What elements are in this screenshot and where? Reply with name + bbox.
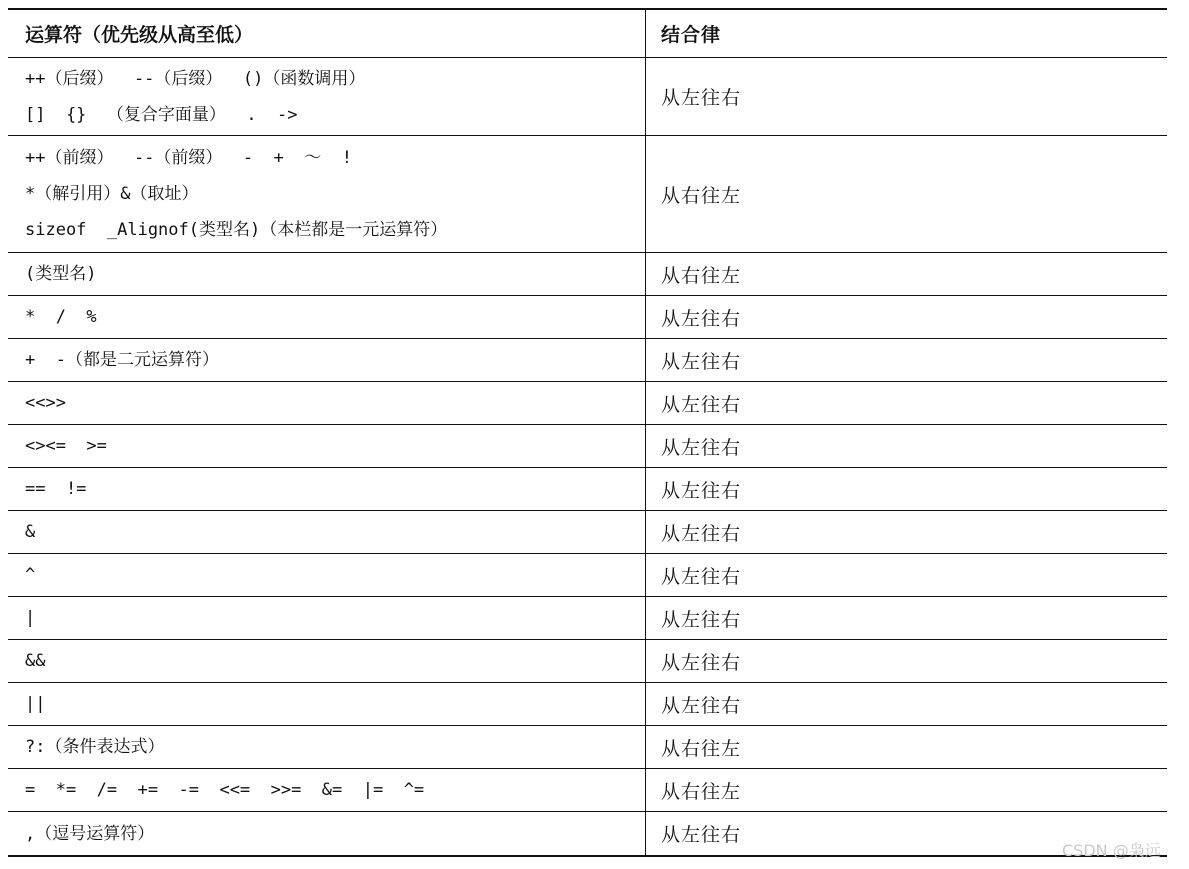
operator-cell	[8, 425, 646, 467]
operator-cell	[8, 769, 646, 811]
operator-line: <<>>	[25, 393, 66, 413]
operator-cell	[8, 296, 646, 338]
table-row	[8, 812, 1167, 855]
operator-cell	[8, 554, 646, 596]
header-associativity: 结合律	[661, 24, 722, 46]
operator-line: ?:（条件表达式）	[25, 737, 165, 757]
associativity-cell: 从右往左	[661, 264, 742, 287]
associativity-cell: 从左往右	[661, 694, 742, 717]
table-row	[8, 683, 1167, 726]
associativity-cell: 从左往右	[661, 824, 742, 846]
table-row	[8, 597, 1167, 640]
operator-cell	[8, 812, 646, 855]
operator-cell	[8, 58, 646, 135]
operator-line: * / %	[25, 307, 97, 327]
table-body	[8, 58, 1167, 855]
watermark: CSDN @枭远	[1062, 841, 1161, 860]
table-row	[8, 468, 1167, 511]
associativity-cell: 从左往右	[661, 608, 742, 631]
table-row	[8, 769, 1167, 812]
operator-cell	[8, 597, 646, 639]
table-row	[8, 296, 1167, 339]
operator-line: *（解引用）&（取址）	[25, 184, 199, 204]
table-header-row	[8, 10, 1167, 58]
associativity-cell: 从左往右	[661, 393, 742, 416]
table-row	[8, 554, 1167, 597]
associativity-cell: 从右往左	[661, 737, 742, 760]
operator-line: |	[25, 608, 36, 628]
operator-line: [] {} （复合字面量） . ->	[25, 104, 298, 125]
operator-line: &	[25, 522, 36, 542]
associativity-cell: 从左往右	[661, 436, 742, 459]
operator-cell	[8, 253, 646, 295]
associativity-cell: 从左往右	[661, 87, 742, 109]
associativity-cell: 从左往右	[661, 651, 742, 674]
operator-precedence-table	[8, 8, 1167, 857]
associativity-cell: 从左往右	[661, 479, 742, 502]
operator-line: ++（后缀） --（后缀） ()（函数调用）	[25, 68, 366, 89]
operator-cell	[8, 339, 646, 381]
associativity-cell: 从右往左	[661, 184, 742, 207]
table-row	[8, 425, 1167, 468]
associativity-cell: 从左往右	[661, 307, 742, 330]
table-row	[8, 253, 1167, 296]
operator-line: ||	[25, 694, 46, 714]
table-row	[8, 58, 1167, 136]
table-row	[8, 136, 1167, 253]
operator-line: (类型名)	[25, 264, 97, 284]
associativity-cell: 从左往右	[661, 565, 742, 588]
operator-cell	[8, 136, 646, 252]
operator-cell	[8, 382, 646, 424]
associativity-cell: 从左往右	[661, 522, 742, 545]
header-operator: 运算符（优先级从高至低）	[8, 10, 646, 57]
table-row	[8, 339, 1167, 382]
operator-cell	[8, 468, 646, 510]
operator-line: &&	[25, 651, 46, 671]
operator-cell	[8, 511, 646, 553]
operator-cell	[8, 726, 646, 768]
operator-line: ,（逗号运算符）	[25, 823, 155, 844]
operator-line: = *= /= += -= <<= >>= &= |= ^=	[25, 780, 425, 800]
operator-line: <><= >=	[25, 436, 107, 456]
associativity-cell: 从右往左	[661, 780, 742, 803]
associativity-cell: 从左往右	[661, 350, 742, 373]
table-row	[8, 640, 1167, 683]
table-row	[8, 726, 1167, 769]
operator-cell	[8, 683, 646, 725]
operator-line: == !=	[25, 479, 87, 499]
operator-line: sizeof _Alignof(类型名)（本栏都是一元运算符）	[25, 220, 448, 240]
operator-cell	[8, 640, 646, 682]
operator-line: ++（前缀） --（前缀） - + ～ !	[25, 148, 352, 168]
table-row	[8, 382, 1167, 425]
table-row	[8, 511, 1167, 554]
operator-line: + -（都是二元运算符）	[25, 350, 219, 370]
operator-line: ^	[25, 565, 36, 585]
